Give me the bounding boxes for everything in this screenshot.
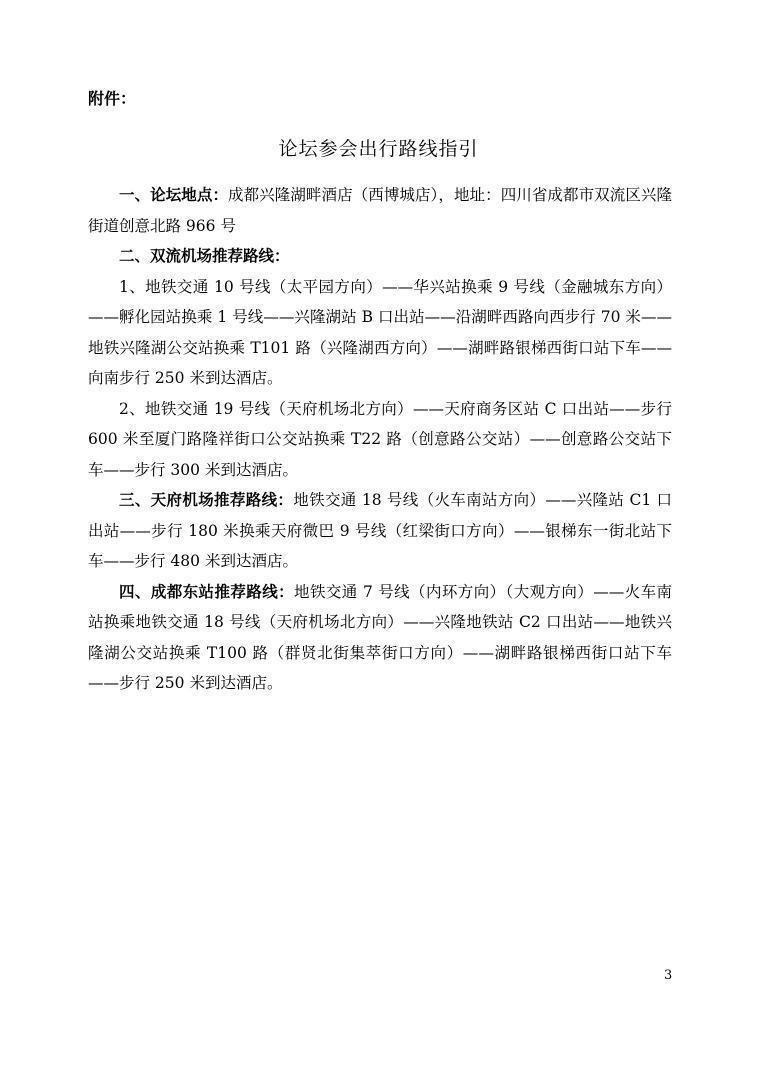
attachment-label: 附件：	[88, 89, 137, 108]
section-text: 成都兴隆湖畔酒店（西博城店），地址：四川省成都市双流区兴隆街道创意北路 966 号	[88, 186, 672, 235]
section-shuangliu-airport	[88, 241, 672, 272]
document-title: 论坛参会出行路线指引	[278, 138, 479, 160]
section-venue	[88, 180, 672, 241]
page-number: 3	[664, 968, 673, 983]
section-heading: 三、天府机场推荐路线：	[119, 491, 294, 509]
section-heading: 二、双流机场推荐路线：	[119, 247, 290, 265]
route-shuangliu-1	[88, 272, 672, 394]
route-shuangliu-2	[88, 394, 672, 486]
route-text: 1、地铁交通 10 号线（太平园方向）——华兴站换乘 9 号线（金融城东方向）——孵化园站换乘 1 号线——兴隆湖站 B 口出站——沿湖畔西路向西步行 70 米——地铁兴隆湖公交站换乘 T101 路（兴隆湖西方向）——湖畔路银梯西街口站下车——向南步行 250 米到达酒店。	[88, 277, 672, 387]
section-tianfu-airport	[88, 485, 672, 577]
section-text: 地铁交通 7 号线（内环方向）（大观方向）——火车南站换乘地铁交通 18 号线（天府机场北方向）——兴隆地铁站 C2 口出站——地铁兴隆湖公交站换乘 T100 路（群贤北街集萃街口方向）——湖畔路银梯西街口站下车——步行 250 米到达酒店。	[88, 582, 672, 692]
document-body	[88, 180, 672, 699]
section-chengdu-east	[88, 577, 672, 699]
section-heading: 四、成都东站推荐路线：	[119, 582, 295, 601]
route-text: 2、地铁交通 19 号线（天府机场北方向）——天府商务区站 C 口出站——步行 600 米至厦门路隆祥街口公交站换乘 T22 路（创意路公交站）——创意路公交站下车——步行 300 米到达酒店。	[88, 399, 672, 479]
section-text: 地铁交通 18 号线（火车南站方向）——兴隆站 C1 口出站——步行 180 米换乘天府微巴 9 号线（红梁街口方向）——银梯东一街北站下车——步行 480 米到达酒店。	[88, 491, 672, 570]
section-heading: 一、论坛地点：	[119, 186, 229, 204]
